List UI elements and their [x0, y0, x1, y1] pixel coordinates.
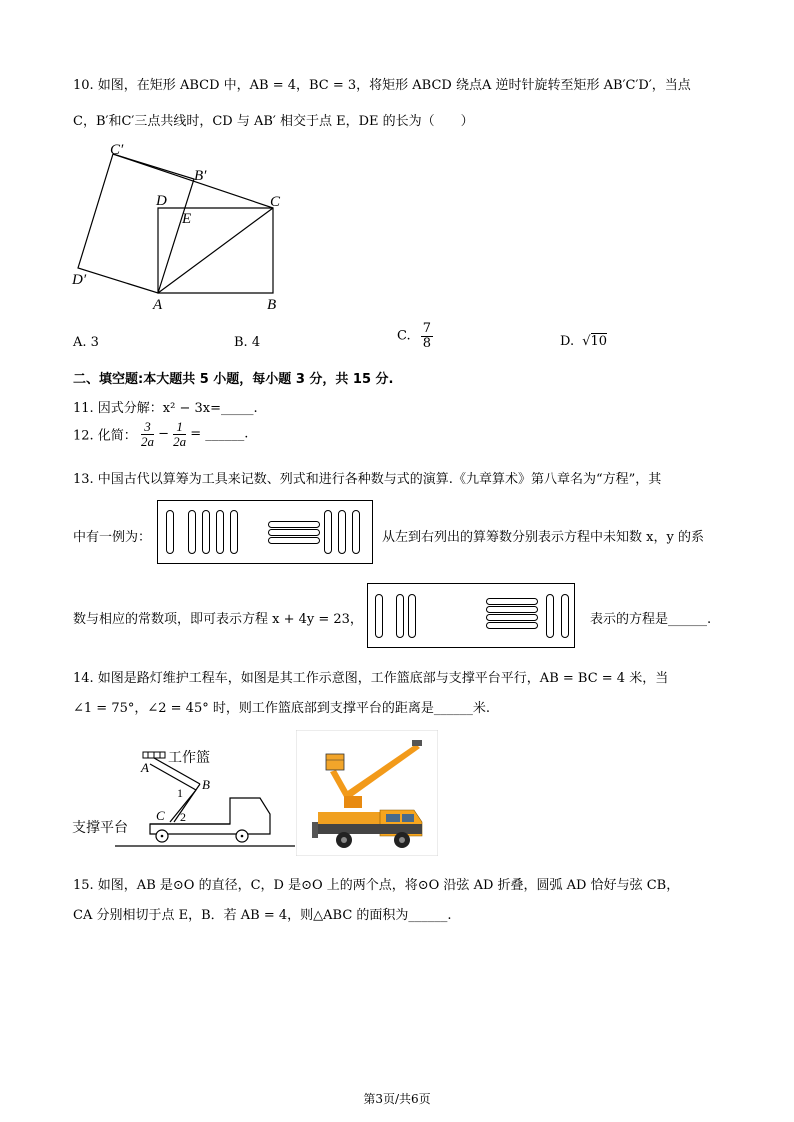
q10-option-d: [560, 334, 607, 349]
q14-line2: ∠1 = 75°，∠2 = 45° 时，则工作篮底部到支撑平台的距离是______米.: [73, 701, 490, 716]
rod-horizontal: [268, 537, 320, 544]
label-platform: 支撑平台: [72, 820, 128, 836]
q10-line2: C，B′和C′三点共线时，CD 与 AB′ 相交于点 E，DE 的长为（ ）: [73, 114, 474, 129]
q12-prefix: 12. 化简：: [73, 428, 137, 444]
q10-option-c-fraction: [421, 322, 433, 350]
q13-line2-prefix: 中有一例为：: [73, 530, 152, 545]
rod-horizontal: [486, 598, 538, 605]
q10-option-c: [397, 322, 433, 350]
section-2-title: 二、填空题:本大题共 5 小题，每小题 3 分，共 15 分.: [73, 372, 394, 387]
label-B: B: [202, 777, 210, 792]
q12-line: [73, 420, 248, 448]
q12-suffix: = ______.: [190, 426, 249, 442]
rod: [396, 594, 404, 638]
rod-horizontal: [268, 521, 320, 528]
label-D: D: [156, 193, 167, 209]
rod-horizontal: [486, 614, 538, 621]
label-C: C: [156, 808, 165, 823]
q11-text: 11. 因式分解：x² − 3x=_____.: [73, 401, 258, 416]
rod: [216, 510, 224, 554]
label-angle-1: 1: [177, 786, 183, 800]
q10-line1: 10. 如图，在矩形 ABCD 中，AB = 4，BC = 3，将矩形 ABCD 绕点A 逆时针旋转至矩形 AB′C′D′，当点: [73, 78, 691, 93]
q13-line2-suffix: 从左到右列出的算筹数分别表示方程中未知数 x，y 的系: [382, 530, 704, 545]
q10-option-b: B. 4: [234, 335, 261, 350]
q14-truck-photo: [296, 730, 438, 856]
rod: [202, 510, 210, 554]
q12-fraction-1: [141, 420, 154, 448]
q10-option-d-radicand: 10: [590, 334, 608, 349]
label-D1: D′: [72, 272, 87, 288]
q14-line1: 14. 如图是路灯维护工程车，如图是其工作示意图，工作篮底部与支撑平台平行，AB = BC = 4 米，当: [73, 671, 669, 686]
rod: [561, 594, 569, 638]
q12-minus: −: [158, 426, 169, 442]
rod: [188, 510, 196, 554]
q12-fraction-2: [173, 420, 186, 448]
rod: [352, 510, 360, 554]
rod-horizontal: [486, 606, 538, 613]
label-C1: C′: [110, 142, 124, 158]
q12-f2-denominator: 2a: [173, 433, 187, 449]
label-B: B: [267, 297, 277, 313]
q12-f1-numerator: 3: [141, 420, 154, 435]
rod: [230, 510, 238, 554]
rod: [338, 510, 346, 554]
q10-option-a: A. 3: [73, 335, 99, 350]
q13-line1: 13. 中国古代以算筹为工具来记数、列式和进行各种数与式的演算.《九章算术》第八章名为“方程”，其: [73, 472, 662, 487]
q15-line2: CA 分别相切于点 E，B．若 AB = 4，则△ABC 的面积为______.: [73, 908, 452, 923]
label-B1: B′: [194, 168, 207, 184]
rod: [324, 510, 332, 554]
counting-rods-example-1: [157, 500, 373, 564]
rod-horizontal: [486, 622, 538, 629]
label-angle-2: 2: [180, 810, 186, 824]
label-C: C: [270, 194, 281, 210]
q14-diagram: [70, 742, 300, 854]
truck-body: [150, 798, 270, 834]
q13-line3-suffix: 表示的方程是______.: [590, 612, 712, 627]
q10-figure: [70, 140, 300, 315]
diagonal-AC: [158, 208, 273, 293]
page-number: 第3页/共6页: [363, 1092, 431, 1106]
rod: [375, 594, 383, 638]
label-A: A: [141, 760, 149, 775]
rod-horizontal: [268, 529, 320, 536]
sqrt-sign: √: [582, 334, 591, 349]
rod: [408, 594, 416, 638]
line-C1C: [113, 154, 273, 208]
label-E: E: [182, 211, 192, 227]
q13-line3-prefix: 数与相应的常数项，即可表示方程 x + 4y = 23，: [73, 612, 363, 627]
q10-option-d-prefix: D.: [560, 334, 575, 349]
counting-rods-example-2: [367, 583, 575, 648]
rod: [546, 594, 554, 638]
q12-f2-numerator: 1: [173, 420, 186, 435]
q12-f1-denominator: 2a: [140, 433, 154, 449]
q10-option-c-numerator: 7: [422, 321, 432, 336]
q10-option-c-prefix: C.: [397, 328, 411, 344]
rod: [166, 510, 174, 554]
label-A: A: [153, 297, 163, 313]
q15-line1: 15. 如图，AB 是⊙O 的直径，C，D 是⊙O 上的两个点，将⊙O 沿弦 AD 折叠，圆弧 AD 恰好与弦 CB，: [73, 878, 680, 893]
q10-option-c-denominator: 8: [422, 335, 432, 351]
label-basket: 工作篮: [168, 750, 210, 766]
